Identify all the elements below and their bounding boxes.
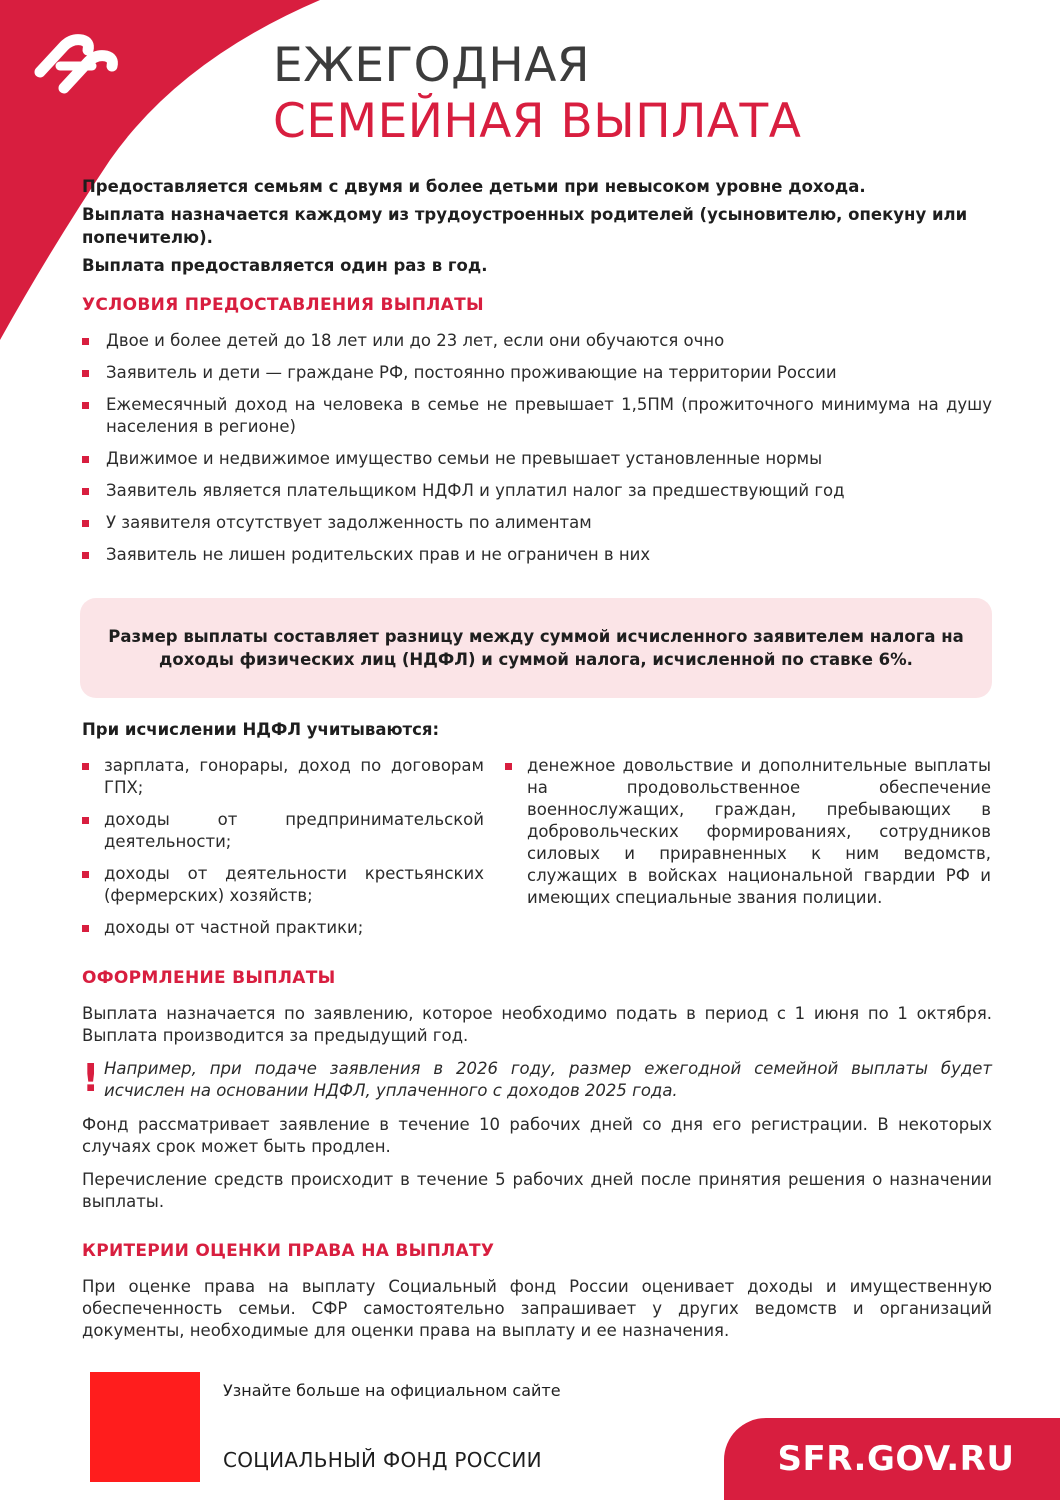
income-list-right (505, 755, 991, 919)
intro-paragraph: Выплата назначается каждому из трудоустроенных родителей (усыновителю, опекуну или попечителю). (82, 205, 968, 247)
registration-paragraph: Выплата назначается по заявлению, которое необходимо подать в период с 1 июня по 1 октября. Выплата производится за предыдущий год. (82, 1004, 992, 1045)
transfer-paragraph: Перечисление средств происходит в течение 5 рабочих дней после принятия решения о назначении выплаты. (82, 1170, 992, 1211)
bullet-icon (505, 763, 512, 770)
list-item-text: денежное довольствие и дополнительные выплаты на продовольственное обеспечение военнослужащих, граждан, пребывающих в добровольческих формированиях, сотрудников силовых и приравненных к ним ведомств, служащих в войсках национальной гвардии РФ и имеющих специальные звания полиции. (527, 756, 991, 907)
example-note (82, 1058, 992, 1102)
list-item-text: Движимое и недвижимое имущество семьи не превышает установленные нормы (106, 449, 823, 468)
sfr-logo-icon (30, 28, 122, 100)
bullet-icon (82, 871, 89, 878)
footer-more-text: Узнайте больше на официальном сайте (223, 1381, 561, 1400)
registration-heading: ОФОРМЛЕНИЕ ВЫПЛАТЫ (82, 968, 336, 988)
bullet-icon (82, 763, 89, 770)
income-list-left (82, 755, 484, 949)
list-item-text: доходы от деятельности крестьянских (фермерских) хозяйств; (104, 864, 484, 905)
payment-size-box (80, 598, 992, 698)
page-title-line-2: СЕМЕЙНАЯ ВЫПЛАТА (273, 94, 802, 149)
list-item-text: У заявителя отсутствует задолженность по алиментам (106, 513, 592, 532)
bullet-icon (82, 925, 89, 932)
list-item (82, 917, 484, 939)
bullet-icon (82, 338, 89, 345)
bullet-icon (82, 488, 89, 495)
intro-paragraph: Выплата предоставляется один раз в год. (82, 256, 488, 275)
bullet-icon (82, 402, 89, 409)
site-link[interactable] (724, 1418, 1060, 1500)
list-item-text: Заявитель и дети — граждане РФ, постоянно проживающие на территории России (106, 363, 837, 382)
list-item (82, 330, 992, 352)
list-item-text: доходы от частной практики; (104, 918, 364, 937)
list-item (505, 755, 991, 909)
page-title-line-1: ЕЖЕГОДНАЯ (273, 38, 591, 93)
exclamation-icon: ! (82, 1056, 100, 1100)
list-item-text: Заявитель не лишен родительских прав и не ограничен в них (106, 545, 651, 564)
list-item-text: доходы от предпринимательской деятельности; (104, 810, 484, 851)
review-paragraph: Фонд рассматривает заявление в течение 10 рабочих дней со дня его регистрации. В некоторых случаях срок может быть продлен. (82, 1115, 992, 1156)
payment-size-text: Размер выплаты составляет разницу между суммой исчисленного заявителем налога на доходы физических лиц (НДФЛ) и суммой налога, исчисленной по ставке 6%. (108, 627, 964, 669)
bullet-icon (82, 456, 89, 463)
conditions-heading: УСЛОВИЯ ПРЕДОСТАВЛЕНИЯ ВЫПЛАТЫ (82, 295, 484, 315)
bullet-icon (82, 370, 89, 377)
list-item-text: Двое и более детей до 18 лет или до 23 лет, если они обучаются очно (106, 331, 725, 350)
list-item (82, 512, 992, 534)
criteria-paragraph: При оценке права на выплату Социальный фонд России оценивает доходы и имущественную обеспеченность семьи. СФР самостоятельно запрашивает у других ведомств и организаций документы, необходимые для оценки права на выплату и ее назначения. (82, 1277, 992, 1340)
bullet-icon (82, 552, 89, 559)
list-item-text: Ежемесячный доход на человека в семье не превышает 1,5ПМ (прожиточного минимума на душу населения в регионе) (106, 395, 992, 436)
qr-code-placeholder (90, 1372, 200, 1482)
list-item (82, 755, 484, 799)
bullet-icon (82, 520, 89, 527)
example-note-text: Например, при подаче заявления в 2026 году, размер ежегодной семейной выплаты будет исчислен на основании НДФЛ, уплаченного с доходов 2025 года. (104, 1059, 992, 1100)
list-item (82, 394, 992, 438)
intro-text (82, 175, 992, 282)
criteria-heading: КРИТЕРИИ ОЦЕНКИ ПРАВА НА ВЫПЛАТУ (82, 1241, 495, 1261)
conditions-list (82, 330, 992, 576)
list-item (82, 362, 992, 384)
list-item-text: зарплата, гонорары, доход по договорам ГПХ; (104, 756, 484, 797)
footer-org-name: СОЦИАЛЬНЫЙ ФОНД РОССИИ (223, 1448, 542, 1472)
intro-paragraph: Предоставляется семьям с двумя и более детьми при невысоком уровне дохода. (82, 177, 866, 196)
list-item (82, 863, 484, 907)
list-item (82, 480, 992, 502)
site-url[interactable]: SFR.GOV.RU (777, 1439, 1015, 1479)
bullet-icon (82, 817, 89, 824)
list-item (82, 809, 484, 853)
list-item-text: Заявитель является плательщиком НДФЛ и уплатил налог за предшествующий год (106, 481, 845, 500)
list-item (82, 448, 992, 470)
ndfl-title: При исчислении НДФЛ учитываются: (82, 720, 440, 739)
list-item (82, 544, 992, 566)
